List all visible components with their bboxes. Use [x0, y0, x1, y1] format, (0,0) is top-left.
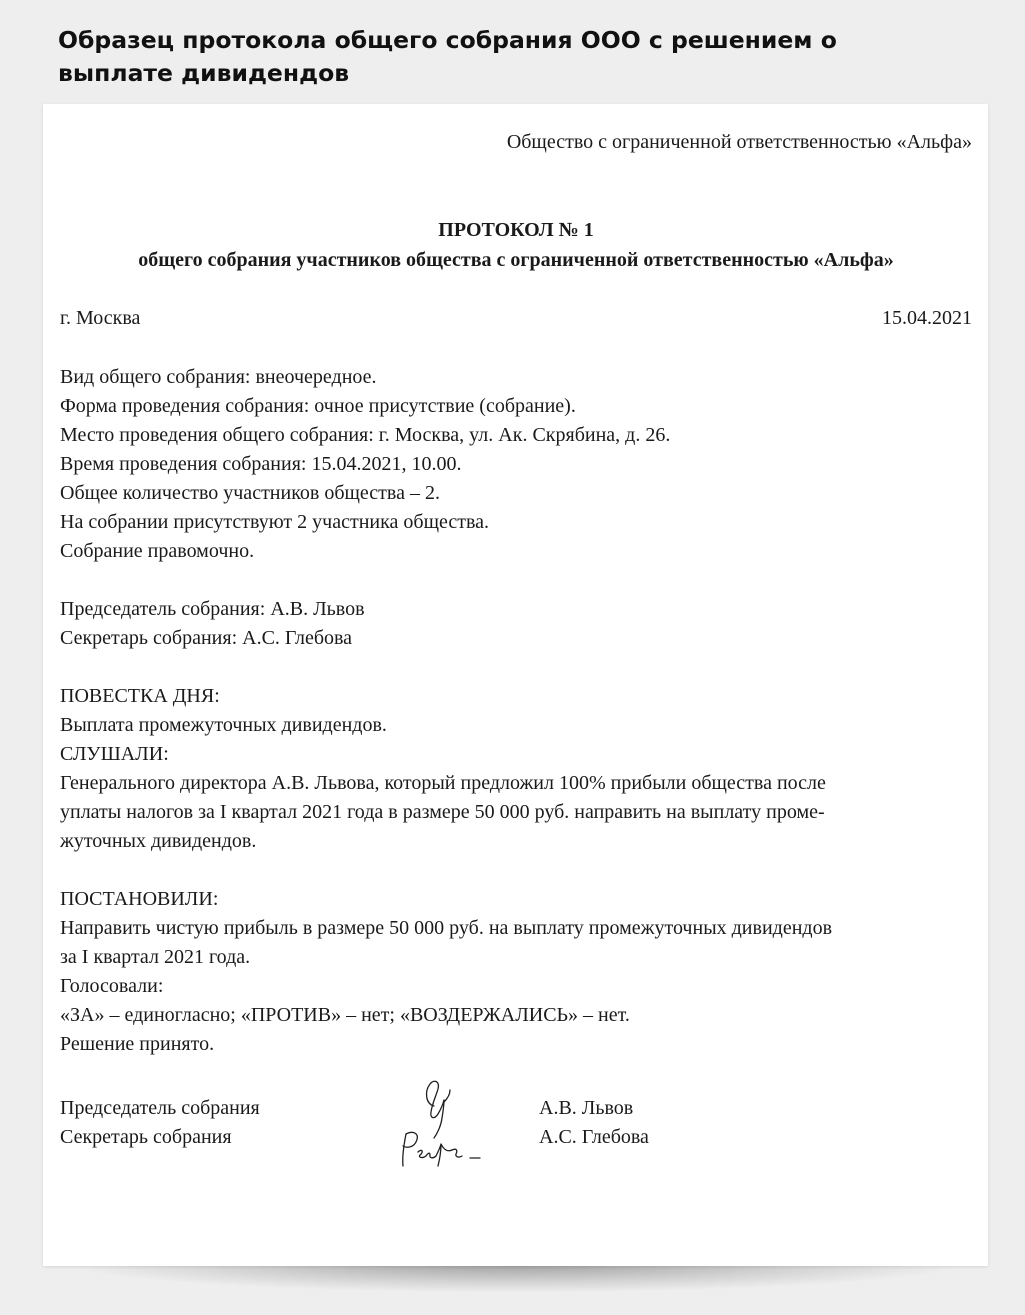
protocol-title: ПРОТОКОЛ № 1	[438, 219, 594, 241]
signature-chairman-loop	[444, 1090, 450, 1102]
signature-name-chairman: А.В. Львов	[539, 1097, 634, 1119]
signature-role-secretary: Секретарь собрания	[60, 1126, 232, 1148]
signature-secretary	[403, 1132, 480, 1166]
detail-line: Время проведения собрания: 15.04.2021, 10.00.	[60, 453, 462, 475]
resolution-text: Направить чистую прибыль в размере 50 000 руб. на выплату промежуточных дивидендов	[60, 917, 833, 939]
heard-text: уплаты налогов за I квартал 2021 года в размере 50 000 руб. направить на выплату проме-	[60, 801, 825, 823]
protocol-subtitle: общего собрания участников общества с ограниченной ответственностью «Альфа»	[138, 249, 894, 271]
signature-names	[539, 1094, 649, 1152]
agenda-section	[60, 682, 972, 856]
resolution-text: за I квартал 2021 года.	[60, 946, 251, 968]
meeting-details	[60, 363, 972, 566]
detail-line: Собрание правомочно.	[60, 540, 255, 562]
handwritten-signatures	[386, 1064, 496, 1174]
signature-role-chairman: Председатель собрания	[60, 1097, 260, 1119]
detail-line: На собрании присутствуют 2 участника общества.	[60, 511, 490, 533]
vote-result: «ЗА» – единогласно; «ПРОТИВ» – нет; «ВОЗДЕРЖАЛИСЬ» – нет.	[60, 1004, 630, 1026]
sheet-shadow	[70, 1262, 960, 1292]
detail-line: Вид общего собрания: внеочередное.	[60, 366, 377, 388]
signature-roles	[60, 1094, 260, 1152]
meeting-date: 15.04.2021	[882, 307, 972, 329]
detail-line: Место проведения общего собрания: г. Москва, ул. Ак. Скрябина, д. 26.	[60, 424, 671, 446]
document-sheet	[43, 104, 988, 1266]
officer-secretary: Секретарь собрания: А.С. Глебова	[60, 627, 353, 649]
signature-chairman	[427, 1081, 444, 1138]
agenda-item: Выплата промежуточных дивидендов.	[60, 714, 387, 736]
vote-heading: Голосовали:	[60, 975, 164, 997]
heard-heading: СЛУШАЛИ:	[60, 743, 169, 765]
page-heading: Образец протокола общего собрания ООО с решением о выплате дивидендов	[58, 26, 837, 87]
signature-secretary-stem	[403, 1134, 406, 1166]
resolution-section	[60, 885, 972, 1059]
signature-name-secretary: А.С. Глебова	[539, 1126, 649, 1148]
officer-chairman: Председатель собрания: А.В. Львов	[60, 598, 365, 620]
detail-line: Форма проведения собрания: очное присутствие (собрание).	[60, 395, 576, 417]
organization-name: Общество с ограниченной ответственностью «Альфа»	[506, 131, 972, 153]
decision-status: Решение принято.	[60, 1033, 215, 1055]
resolution-heading: ПОСТАНОВИЛИ:	[60, 888, 219, 910]
agenda-heading: ПОВЕСТКА ДНЯ:	[60, 685, 220, 707]
heard-text: Генерального директора А.В. Львова, который предложил 100% прибыли общества после	[60, 772, 826, 794]
heard-text: жуточных дивидендов.	[60, 830, 257, 852]
detail-line: Общее количество участников общества – 2.	[60, 482, 440, 504]
meeting-city: г. Москва	[60, 307, 141, 329]
meeting-officers	[60, 595, 972, 653]
